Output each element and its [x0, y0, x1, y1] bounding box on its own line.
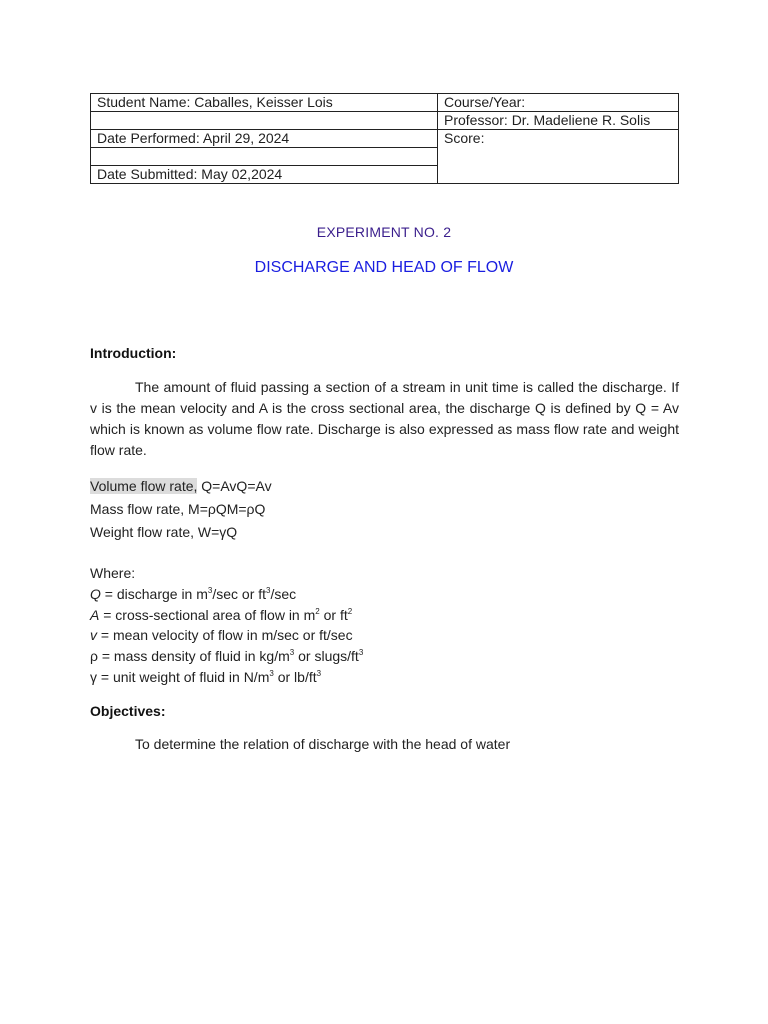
definition-text: = cross-sectional area of flow in m [99, 606, 316, 623]
introduction-heading: Introduction: [90, 345, 177, 361]
definition-a [90, 605, 363, 626]
superscript: 2 [347, 606, 353, 616]
professor-cell: Professor: Dr. Madeliene R. Solis [438, 112, 679, 130]
definition-text: = discharge in m [100, 585, 208, 602]
formula-list [90, 475, 272, 544]
empty-cell [91, 148, 438, 166]
table-row [91, 112, 679, 130]
definition-text: /sec [270, 585, 297, 602]
definition-text: γ = unit weight of fluid in N/m [90, 668, 270, 685]
introduction-text: The amount of fluid passing a section of a stream in unit time is called the discharge. If v is the mean velocity and A is the cross sectional area, the discharge Q is defined by Q = Av which is known as volume flow rate. Discharge is also expressed as mass flow rate and weight flow rate. [90, 379, 679, 458]
where-label: Where: [90, 565, 136, 581]
empty-cell [91, 112, 438, 130]
superscript: 3 [266, 585, 271, 595]
table-row [91, 94, 679, 112]
definition-text: ρ = mass density of fluid in kg/m [90, 648, 290, 665]
symbol-q: Q [90, 585, 101, 602]
superscript: 2 [315, 606, 320, 616]
definition-text: or slugs/ft [294, 648, 359, 665]
experiment-number: EXPERIMENT NO. 2 [316, 224, 452, 240]
mass-flow-formula: Mass flow rate, M=ρQM=ρQ [90, 501, 266, 517]
superscript: 3 [207, 585, 213, 595]
experiment-title: DISCHARGE AND HEAD OF FLOW [254, 259, 514, 276]
definition-gamma [90, 667, 363, 688]
course-year-cell: Course/Year: [438, 94, 679, 112]
definition-v [90, 625, 363, 646]
superscript: 3 [269, 668, 274, 678]
score-cell: Score: [438, 130, 679, 184]
superscript: 3 [358, 648, 364, 658]
student-info-table [90, 93, 679, 184]
symbol-a: A [90, 606, 100, 623]
highlighted-label: Volume flow rate, [90, 478, 198, 494]
date-submitted-cell: Date Submitted: May 02,2024 [91, 166, 438, 184]
definition-text: /sec or ft [212, 585, 267, 602]
weight-flow-formula: Weight flow rate, W=γQ [90, 524, 238, 540]
definition-rho [90, 646, 363, 667]
student-name-cell: Student Name: Caballes, Keisser Lois [91, 94, 438, 112]
table-row [91, 130, 679, 148]
variable-definitions [90, 563, 363, 688]
superscript: 3 [289, 648, 295, 658]
objective-text: To determine the relation of discharge with the head of water [135, 736, 511, 752]
volume-flow-expression: Q=AvQ=Av [197, 478, 272, 494]
symbol-v: v [90, 627, 97, 644]
definition-q [90, 584, 363, 605]
definition-text: or ft [319, 606, 348, 623]
objectives-heading: Objectives: [90, 703, 166, 719]
definition-text: = mean velocity of flow in m/sec or ft/sec [97, 627, 353, 644]
definition-text: or lb/ft [273, 668, 317, 685]
introduction-paragraph [90, 377, 679, 461]
volume-flow-formula [90, 475, 272, 498]
date-performed-cell: Date Performed: April 29, 2024 [91, 130, 438, 148]
superscript: 3 [316, 668, 322, 678]
